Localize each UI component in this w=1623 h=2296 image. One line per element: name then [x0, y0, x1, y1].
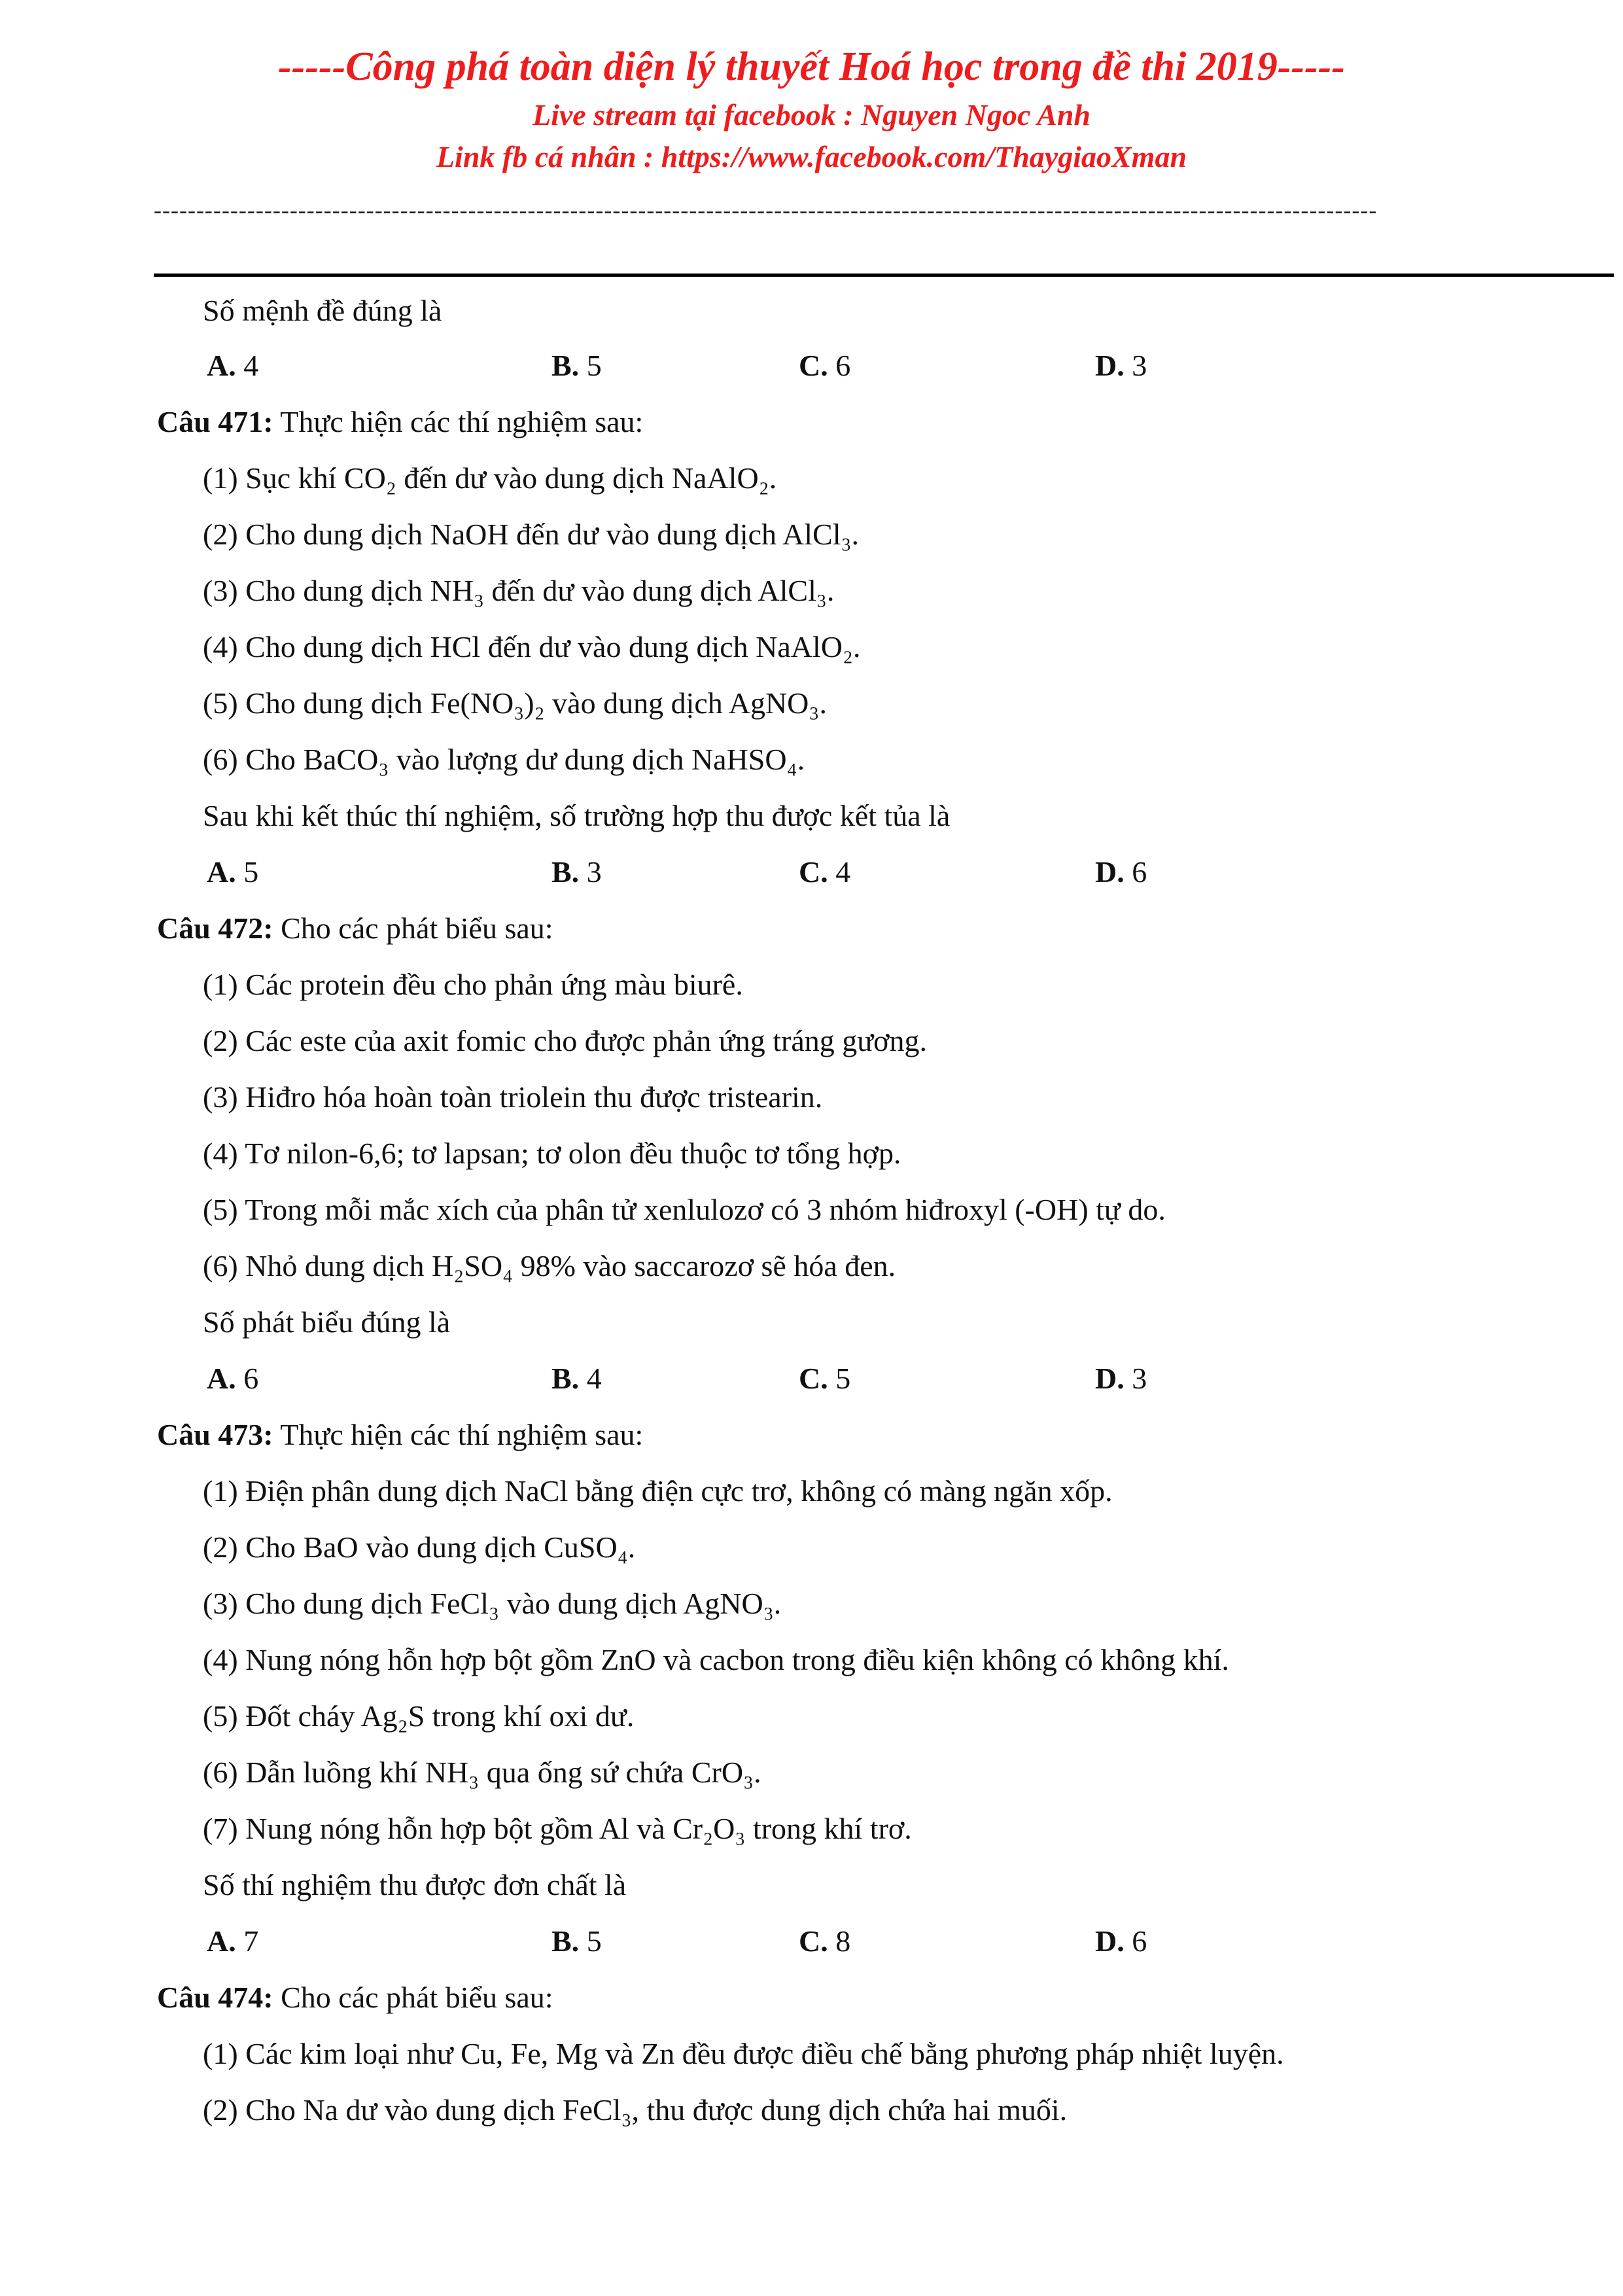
option-d: D. 6 [1095, 855, 1147, 889]
list-item: (2) Cho dung dịch NaOH đến dư vào dung dịch AlCl₃. [203, 518, 860, 551]
option-a: A. 4 [207, 349, 259, 382]
question-472: Câu 472: Cho các phát biểu sau: [157, 911, 553, 945]
list-item: (1) Điện phân dung dịch NaCl bằng điện cực trơ, không có màng ngăn xốp. [203, 1474, 1113, 1508]
page-header [0, 39, 1623, 178]
question-471: Câu 471: Thực hiện các thí nghiệm sau: [157, 405, 644, 438]
option-b: B. 3 [551, 855, 602, 889]
list-item: (3) Hiđro hóa hoàn toàn triolein thu được tristearin. [203, 1080, 823, 1114]
list-item: (4) Cho dung dịch HCl đến dư vào dung dịch NaAlO₂. [203, 630, 861, 663]
question-number: Câu 471: [157, 405, 273, 438]
question-stem: Sau khi kết thúc thí nghiệm, số trường hợp thu được kết tủa là [203, 799, 951, 832]
list-item: (5) Cho dung dịch Fe(NO₃)₂ vào dung dịch AgNO₃. [203, 686, 827, 720]
list-item: (3) Cho dung dịch FeCl₃ vào dung dịch AgNO₃. [203, 1587, 782, 1620]
question-number: Câu 474: [157, 1981, 273, 2014]
option-c: C. 6 [799, 349, 851, 382]
list-item: (7) Nung nóng hỗn hợp bột gồm Al và Cr₂O₃ trong khí trơ. [203, 1812, 912, 1845]
option-b: B. 5 [551, 1924, 602, 1958]
list-item: (1) Sục khí CO₂ đến dư vào dung dịch NaAlO₂. [203, 461, 777, 495]
list-item: (1) Các kim loại như Cu, Fe, Mg và Zn đều được điều chế bằng phương pháp nhiệt luyện. [203, 2037, 1284, 2070]
question-stem: Số phát biểu đúng là [203, 1305, 451, 1339]
list-item: (5) Trong mỗi mắc xích của phân tử xenlulozơ có 3 nhóm hiđroxyl (-OH) tự do. [203, 1193, 1166, 1226]
question-473: Câu 473: Thực hiện các thí nghiệm sau: [157, 1418, 644, 1451]
option-c: C. 5 [799, 1362, 851, 1395]
option-a: A. 5 [207, 855, 259, 889]
question-stem: Số thí nghiệm thu được đơn chất là [203, 1868, 627, 1901]
option-b: B. 5 [551, 349, 602, 382]
list-item: (5) Đốt cháy Ag₂S trong khí oxi dư. [203, 1699, 635, 1733]
option-d: D. 3 [1095, 1362, 1147, 1395]
list-item: (4) Nung nóng hỗn hợp bột gồm ZnO và cacbon trong điều kiện không có không khí. [203, 1643, 1229, 1676]
header-dashed-separator: ------------------------------------------------------------------------------------------------------------------------------------------------ [154, 197, 1378, 223]
header-title: -----Công phá toàn diện lý thuyết Hoá học trong đề thi 2019----- [278, 44, 1345, 89]
question-stem: Số mệnh đề đúng là [203, 294, 442, 327]
list-item: (6) Dẫn luồng khí NH₃ qua ống sứ chứa CrO₃. [203, 1756, 761, 1789]
list-item: (2) Các este của axit fomic cho được phản ứng tráng gương. [203, 1024, 927, 1057]
option-c: C. 8 [799, 1924, 851, 1958]
question-number: Câu 473: [157, 1418, 273, 1451]
header-link: Link fb cá nhân : https://www.facebook.com/ThaygiaoXman [436, 140, 1187, 173]
horizontal-rule [154, 274, 1614, 277]
list-item: (4) Tơ nilon-6,6; tơ lapsan; tơ olon đều thuộc tơ tổng hợp. [203, 1137, 901, 1170]
option-c: C. 4 [799, 855, 851, 889]
option-a: A. 6 [207, 1362, 259, 1395]
list-item: (6) Cho BaCO₃ vào lượng dư dung dịch NaHSO₄. [203, 743, 805, 776]
list-item: (3) Cho dung dịch NH₃ đến dư vào dung dịch AlCl₃. [203, 574, 835, 607]
option-d: D. 6 [1095, 1924, 1147, 1958]
question-number: Câu 472: [157, 911, 273, 945]
list-item: (2) Cho BaO vào dung dịch CuSO₄. [203, 1530, 636, 1564]
question-474: Câu 474: Cho các phát biểu sau: [157, 1981, 553, 2014]
list-item: (2) Cho Na dư vào dung dịch FeCl₃, thu được dung dịch chứa hai muối. [203, 2093, 1068, 2127]
header-livestream: Live stream tại facebook : Nguyen Ngoc Anh [532, 98, 1091, 132]
option-b: B. 4 [551, 1362, 602, 1395]
list-item: (6) Nhỏ dung dịch H₂SO₄ 98% vào saccarozơ sẽ hóa đen. [203, 1249, 896, 1282]
option-a: A. 7 [207, 1924, 259, 1958]
list-item: (1) Các protein đều cho phản ứng màu biurê. [203, 968, 743, 1001]
option-d: D. 3 [1095, 349, 1147, 382]
